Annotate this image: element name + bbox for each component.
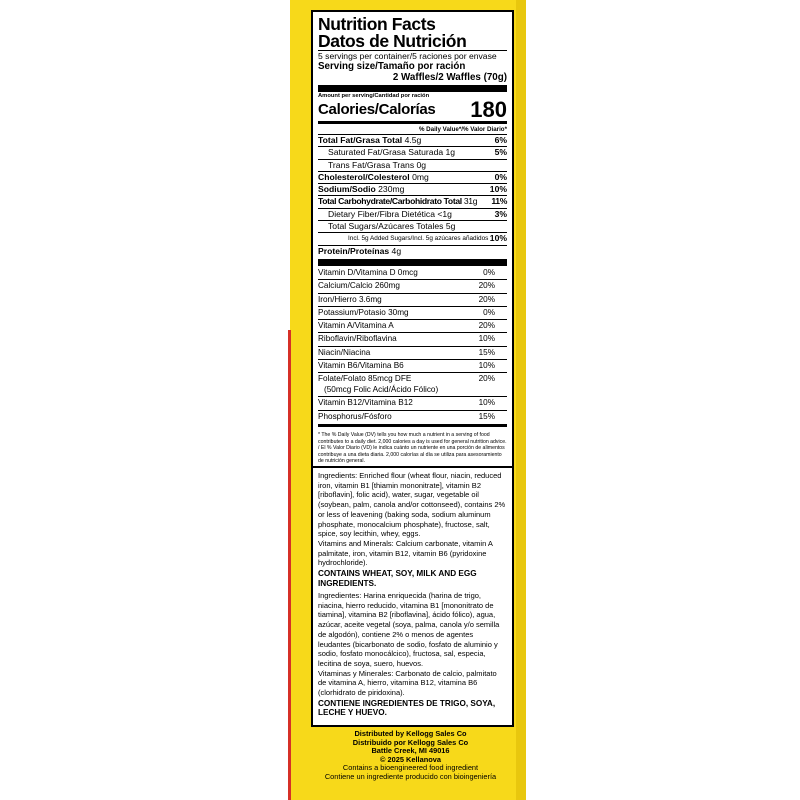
calories-row (318, 97, 507, 122)
distributor-address: Battle Creek, MI 49016 (371, 746, 450, 756)
vitamin-label: Vitamin A/Vitamina A (318, 321, 394, 331)
vitamin-dv: 20% (478, 374, 495, 384)
package-red-edge (288, 330, 291, 800)
vitamin-dv: 15% (478, 411, 495, 421)
vitamin-row (318, 372, 507, 396)
nutrient-row (318, 245, 507, 257)
vitamin-dv: 15% (478, 347, 495, 357)
nutrient-amount: <1g (437, 208, 452, 219)
nutrient-amount: 4.5g (404, 135, 422, 145)
vitamin-label: Vitamin B6/Vitamina B6 (318, 361, 404, 371)
vitamin-dv: 10% (478, 334, 495, 344)
bioengineered-en: Contains a bioengineered food ingredient (342, 763, 479, 773)
nutrient-row (318, 146, 507, 158)
vitamin-row (318, 267, 507, 279)
vitamin-row (318, 410, 507, 423)
allergen-statement-es: CONTIENE INGREDIENTES DE TRIGO, SOYA, LECHE Y HUEVO. (318, 698, 496, 718)
divider-medium (318, 424, 507, 427)
calories-value: 180 (470, 97, 507, 122)
divider-thick (318, 259, 507, 266)
vitamin-dv: 20% (478, 294, 495, 304)
vitamins-minerals-es: Vitaminas y Minerales: Carbonato de calcio, palmitato de vitamina A, hierro, vitamina B12, vitamina B6 (clorhidrato de piridoxina). (318, 668, 497, 698)
nutrient-label: Saturated Fat/Grasa Saturada (328, 147, 444, 158)
daily-value-footnote: * The % Daily Value (DV) tells you how much a nutrient in a serving of food contributes to a daily diet. 2,000 calories a day is used for general nutrition advice. / El % Valor Diario (VD) le indica cuánto un nutriente en una porción de alimentos contribuye a una dieta diaria. 2,000 calorías al día se utiliza para asesoramiento de nutrición general. (318, 431, 507, 465)
nutrient-label: Trans Fat/Grasa Trans (328, 159, 415, 170)
nutrient-dv: 10% (489, 233, 507, 244)
vitamin-dv: 10% (478, 398, 495, 408)
nutrient-amount: 1g (445, 147, 456, 158)
vitamin-row (318, 332, 507, 345)
vitamin-dv: 0% (483, 267, 495, 277)
nutrient-dv: 0% (494, 171, 507, 182)
nutrient-dv: 6% (494, 135, 507, 145)
vitamin-label: Vitamin B12/Vitamina B12 (318, 398, 413, 408)
distributor-line: Distribuido por Kellogg Sales Co (352, 737, 469, 747)
vitamin-label: Vitamin D/Vitamina D 0mcg (318, 267, 418, 277)
vitamin-row (318, 293, 507, 306)
calories-label: Calories/Calorías (318, 101, 436, 118)
bioengineered-es: Contiene un ingrediente producido con bioingeniería (324, 771, 497, 781)
vitamin-label: Calcium/Calcio 260mg (318, 281, 400, 291)
title-en: Nutrition Facts (318, 14, 436, 34)
nutrient-amount: 230mg (378, 184, 405, 195)
serving-size-label: Serving size/Tamaño por ración (318, 61, 466, 72)
nutrient-row (318, 232, 507, 244)
divider-thick (318, 85, 507, 92)
nutrient-label: Incl. 5g Added Sugars/Incl. 5g azúcares añadidos (348, 235, 489, 243)
nutrient-dv: 3% (494, 208, 507, 219)
package-fold (516, 0, 526, 800)
nutrient-label: Cholesterol/Colesterol (318, 171, 410, 182)
daily-value-header: % Daily Value*/% Valor Diario* (418, 126, 507, 133)
nutrient-row (318, 183, 507, 195)
servings-per-container: 5 servings per container/5 raciones por envase (318, 51, 497, 61)
nutrient-dv: 5% (494, 147, 507, 158)
vitamin-row (318, 279, 507, 292)
nutrient-row (318, 208, 507, 220)
nutrient-label: Dietary Fiber/Fibra Dietética (328, 208, 435, 219)
nutrient-label: Total Carbohydrate/Carbohidrato Total (318, 196, 462, 207)
vitamin-label: Iron/Hierro 3.6mg (318, 294, 382, 304)
nutrient-amount: 5g (445, 221, 456, 232)
vitamin-label: Niacin/Niacina (318, 347, 371, 357)
serving-size-value: 2 Waffles/2 Waffles (70g) (392, 72, 507, 83)
nutrient-row (318, 159, 507, 171)
distributor-line: Distributed by Kellogg Sales Co (354, 729, 467, 738)
nutrient-amount: 4g (391, 245, 402, 256)
vitamin-label: Potassium/Potasio 30mg (318, 307, 409, 317)
nutrient-amount: 0g (416, 159, 427, 170)
vitamin-dv: 20% (478, 321, 495, 331)
distributor-info (311, 730, 510, 782)
nutrient-dv: 11% (491, 196, 507, 207)
nutrient-label: Total Sugars/Azúcares Totales (328, 221, 444, 232)
nutrient-dv: 10% (489, 184, 507, 195)
nutrient-label: Total Fat/Grasa Total (318, 135, 403, 145)
nutrient-label: Protein/Proteínas (318, 245, 390, 256)
vitamin-label: Phosphorus/Fósforo (318, 411, 392, 421)
copyright: © 2025 Kellanova (380, 754, 441, 764)
vitamins-minerals-en: Vitamins and Minerals: Calcium carbonate, vitamin A palmitate, iron, vitamin B12, vitamin B6 (pyridoxine hydrochloride). (318, 538, 493, 568)
nutrient-amount: 31g (463, 196, 478, 207)
ingredients-en: Ingredients: Enriched flour (wheat flour, niacin, reduced iron, vitamin B1 [thiamin mononitrate], vitamin B2 [riboflavin], folic acid), water, sugar, vegetable oil (soybean, palm, canola and/or cottonseed), contains 2% or less of leavening (baking soda, sodium aluminum phosphate, monocalcium phosphate), fructose, salt, spice, soy lecithin, whey, eggs. (318, 471, 506, 539)
ingredients-es: Ingredientes: Harina enriquecida (harina de trigo, niacina, hierro reducido, vitamina B1 [mononitrato de tiamina], vitamina B2 [riboflavina], ácido fólico), agua, azúcar, aceite vegetal (soya, palma, canola y/o semilla de algodón), contiene 2% o menos de agentes leudantes (bicarbonato de sodio, fosfato de aluminio y sodio, fosfato monocálcico), fructosa, sal, especia, lecitina de soya, suero, huevos. (318, 591, 500, 668)
vitamin-row (318, 306, 507, 319)
vitamin-row (318, 396, 507, 409)
vitamin-label: Riboflavin/Riboflavina (318, 334, 397, 344)
vitamin-row (318, 346, 507, 359)
amount-per-serving: Amount per serving/Cantidad por ración (318, 93, 430, 99)
nutrition-facts-label (311, 10, 514, 473)
allergen-statement-en: CONTAINS WHEAT, SOY, MILK AND EGG INGREDIENTS. (318, 569, 477, 588)
ingredients-panel (311, 466, 514, 727)
nutrient-row (318, 195, 507, 207)
vitamin-row (318, 319, 507, 332)
nutrient-label: Sodium/Sodio (318, 184, 376, 195)
vitamin-dv: 20% (478, 281, 495, 291)
vitamin-label: Folate/Folato 85mcg DFE (318, 374, 412, 384)
nutrient-row (318, 220, 507, 232)
nutrient-amount: 0mg (412, 171, 429, 182)
vitamin-row (318, 359, 507, 372)
vitamin-dv: 0% (483, 307, 495, 317)
nutrient-row (318, 171, 507, 183)
vitamin-label-line2: (50mcg Folic Acid/Ácido Fólico) (324, 384, 439, 394)
title-es: Datos de Nutrición (318, 31, 467, 51)
vitamin-dv: 10% (478, 361, 495, 371)
nutrient-row (318, 134, 507, 146)
